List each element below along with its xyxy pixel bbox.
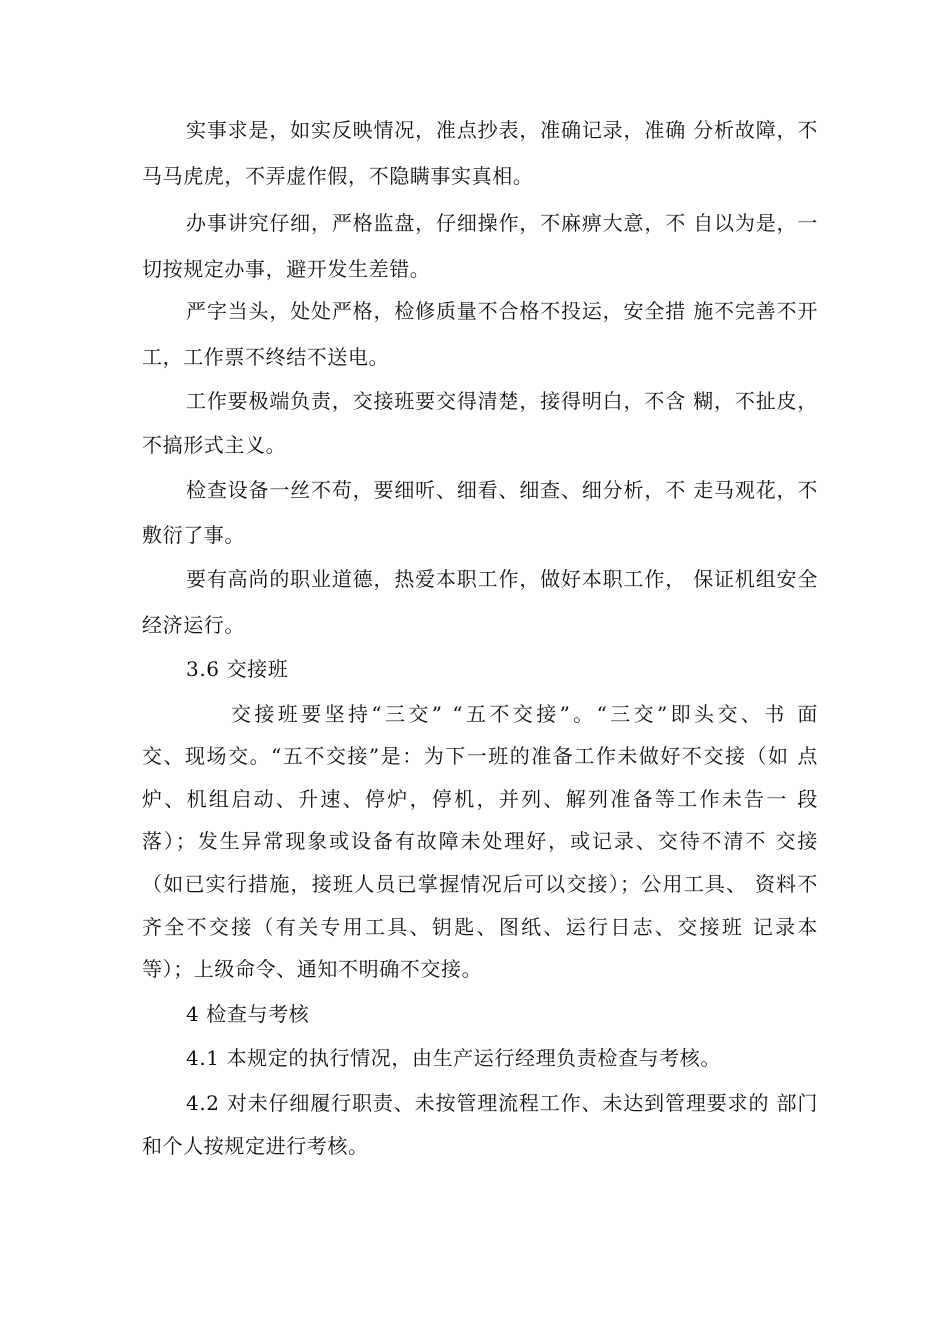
paragraph-line: 办事讲究仔细，严格监盘，仔细操作，不麻痹大意，不 自以为是，一 xyxy=(186,211,818,235)
paragraph-line: 工，工作票不终结不送电。 xyxy=(142,345,390,369)
section-heading: 3.6 交接班 xyxy=(186,657,289,681)
paragraph-line: 工作要极端负责，交接班要交得清楚，接得明白，不含 糊，不扯皮， xyxy=(186,389,818,413)
paragraph-line: 严字当头，处处严格，检修质量不合格不投运，安全措 施不完善不开 xyxy=(186,299,818,323)
paragraph-line: 经济运行。 xyxy=(142,613,245,637)
paragraph-line: 敷衍了事。 xyxy=(142,523,245,547)
paragraph-line: 等）；上级命令、通知不明确不交接。 xyxy=(142,957,483,981)
paragraph-line: 交接班要坚持“三交” “五不交接”。“三交”即头交、书 面 xyxy=(231,702,818,726)
paragraph-line: 要有高尚的职业道德，热爱本职工作，做好本职工作， 保证机组安全 xyxy=(186,567,818,591)
paragraph-line: 炉、机组启动、升速、停炉，停机，并列、解列准备等工作未告一 段 xyxy=(142,787,818,811)
paragraph-line: （如已实行措施，接班人员已掌握情况后可以交接）；公用工具、 资料不 xyxy=(142,872,818,896)
paragraph-line: 齐全不交接（有关专用工具、钥匙、图纸、运行日志、交接班 记录本 xyxy=(142,915,818,939)
paragraph-line: 不搞形式主义。 xyxy=(142,433,287,457)
paragraph-line: 4.1 本规定的执行情况，由生产运行经理负责检查与考核。 xyxy=(186,1046,721,1070)
section-heading: 4 检查与考核 xyxy=(186,1002,310,1026)
paragraph-line: 交、现场交。“五不交接”是：为下一班的准备工作未做好不交接（如 点 xyxy=(142,744,818,768)
paragraph-line: 落）；发生异常现象或设备有故障未处理好，或记录、交待不清不 交接 xyxy=(142,829,818,853)
paragraph-line: 4.2 对未仔细履行职责、未按管理流程工作、未达到管理要求的 部门 xyxy=(186,1091,818,1115)
paragraph-line: 马马虎虎，不弄虚作假，不隐瞒事实真相。 xyxy=(142,164,534,188)
paragraph-line: 和个人按规定进行考核。 xyxy=(142,1134,369,1158)
paragraph-line: 检查设备一丝不苟，要细听、细看、细查、细分析，不 走马观花，不 xyxy=(186,478,818,502)
paragraph-line: 实事求是，如实反映情况，准点抄表，准确记录，准确 分析故障，不 xyxy=(186,118,818,142)
paragraph-line: 切按规定办事，避开发生差错。 xyxy=(142,257,431,281)
